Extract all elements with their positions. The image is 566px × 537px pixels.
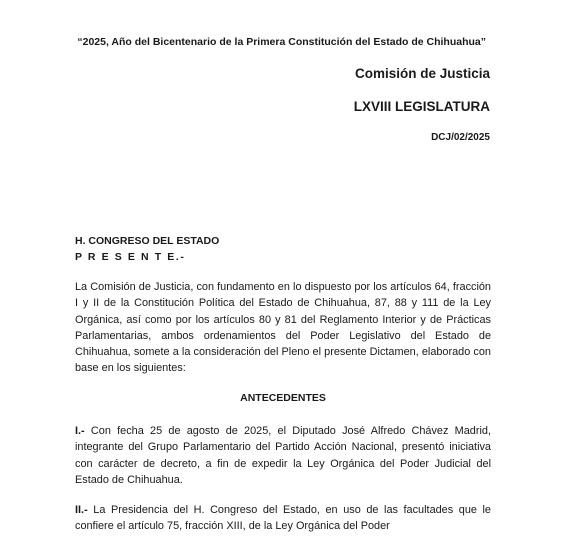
addressee-line-presente: P R E S E N T E.- [75, 251, 186, 263]
document-reference: DCJ/02/2025 [431, 132, 490, 143]
commission-name: Comisión de Justicia [354, 66, 490, 81]
intro-paragraph: La Comisión de Justicia, con fundamento en lo dispuesto por los artículos 64, fracción I y II de la Constitución Política del Estado de Chihuahua, 87, 88 y 111 de la Ley Orgánica, así como por los artículos 80 y 81 del Reglamento Interior y de Prácticas Parlamentarias, ambos ordenamientos del Poder Legislativo del Estado de Chihuahua, somete a la consideración del Pleno el presente Dictamen, elaborado con base en los siguientes: [75, 281, 491, 375]
addressee-line-congress: H. CONGRESO DEL ESTADO [75, 235, 220, 247]
legislature-name: LXVIII LEGISLATURA [353, 99, 490, 114]
antecedent-text: La Presidencia del H. Congreso del Estado, en uso de las facultades que le confiere el artículo 75, fracción XIII, de la Ley Orgánica del Poder [75, 504, 491, 533]
antecedent-numeral: I.- [75, 425, 85, 437]
antecedent-text: Con fecha 25 de agosto de 2025, el Diputado José Alfredo Chávez Madrid, integrante del Grupo Parlamentario del Partido Acción Nacional, presentó iniciativa con carácter de decreto, a fin de expedir la Ley Orgánica del Poder Judicial del Estado de Chihuahua. [75, 425, 491, 486]
antecedent-numeral: II.- [75, 504, 88, 516]
antecedent-item-1 [75, 423, 491, 488]
section-heading-antecedentes: ANTECEDENTES [240, 392, 326, 404]
antecedent-item-2 [75, 502, 491, 535]
addressee-block [75, 233, 219, 265]
header-motto: “2025, Año del Bicentenario de la Primera Constitución del Estado de Chihuahua” [77, 36, 486, 48]
